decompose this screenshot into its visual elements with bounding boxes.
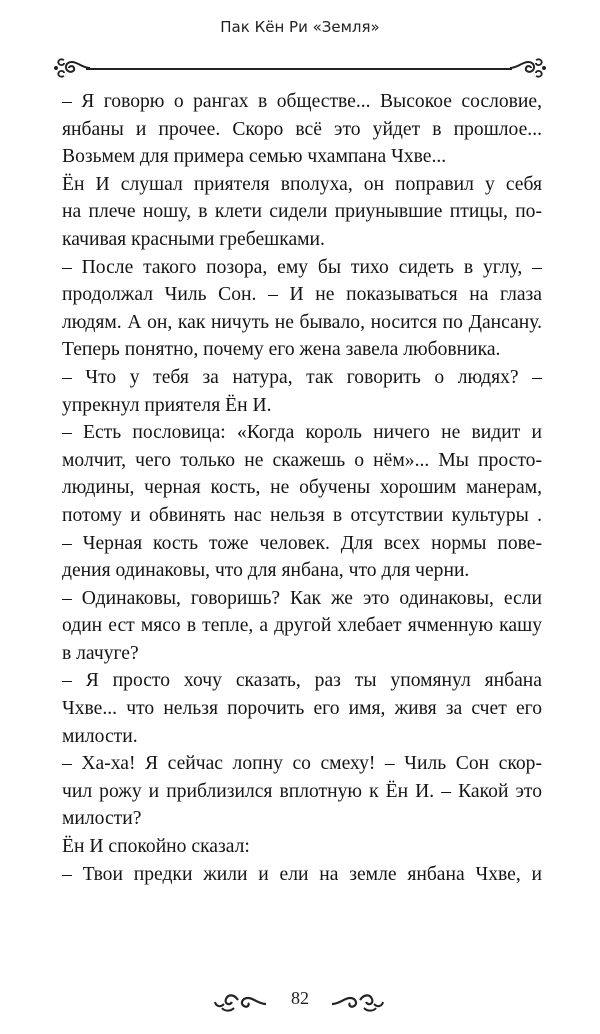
text-line: молчит, чего только не скажешь о нём»... Мы просто- xyxy=(62,449,542,471)
text-line: милости? xyxy=(62,808,142,830)
body-text xyxy=(62,88,542,888)
text-line: людям. А он, как ничуть не бывало, носится по Дансану. xyxy=(62,311,542,333)
text-line: – Я просто хочу сказать, раз ты упомянул янбана xyxy=(62,670,542,692)
text-line: в лачуге? xyxy=(62,642,139,664)
text-line: людины, черная кость, не обучены хорошим манерам, xyxy=(62,477,542,499)
text-line: милости. xyxy=(62,725,138,747)
text-line: один ест мясо в тепле, а другой хлебает ячменную кашу xyxy=(62,615,542,637)
page-footer xyxy=(0,988,600,1018)
text-line: Возьмем для примера семью чхампана Чхве... xyxy=(62,146,447,168)
text-line: качивая красными гребешками. xyxy=(62,228,325,250)
text-line: упрекнул приятеля Ён И. xyxy=(62,394,272,416)
text-line: – Черная кость тоже человек. Для всех нормы пове- xyxy=(62,532,542,554)
footer-left-flourish-icon xyxy=(212,990,268,1014)
footer-right-flourish-icon xyxy=(330,990,386,1014)
text-line: – Есть пословица: «Когда король ничего не видит и xyxy=(62,422,542,444)
text-line: янбаны и прочее. Скоро всё это уйдет в прошлое... xyxy=(62,118,542,140)
text-line: Чхве... что нельзя порочить его имя, живя за счет его xyxy=(62,698,542,720)
header-rule xyxy=(86,68,512,70)
text-line: – Твои предки жили и ели на земле янбана Чхве, и xyxy=(62,863,542,885)
text-line: дения одинаковы, что для янбана, что для черни. xyxy=(62,560,470,582)
text-line: потому и обвинять нас нельзя в отсутствии культуры . xyxy=(62,504,542,526)
text-line: – Одинаковы, говоришь? Как же это одинаковы, если xyxy=(62,587,542,609)
text-line: – После такого позора, ему бы тихо сидеть в углу, – xyxy=(62,256,542,278)
header-right-flourish-icon xyxy=(508,52,548,84)
running-header-title: Пак Кён Ри «Земля» xyxy=(220,18,380,36)
text-line: – Я говорю о рангах в обществе... Высокое сословие, xyxy=(62,91,542,112)
text-line: продолжал Чиль Сон. – И не показываться на глаза xyxy=(62,284,542,306)
text-line: Ён И спокойно сказал: xyxy=(62,836,250,858)
text-line: – Что у тебя за натура, так говорить о людях? – xyxy=(62,366,542,388)
text-line: Ён И слушал приятеля вполуха, он поправил у себя xyxy=(62,173,542,195)
text-line: на плече ношу, в клети сидели приунывшие птицы, по- xyxy=(62,201,542,223)
text-line: – Ха-ха! Я сейчас лопну со смеху! – Чиль Сон скор- xyxy=(62,753,542,775)
page-number: 82 xyxy=(291,988,309,1008)
text-line: Теперь понятно, почему его жена завела любовника. xyxy=(62,339,501,361)
text-line: чил рожу и приблизился вплотную к Ён И. – Какой это xyxy=(62,780,542,802)
